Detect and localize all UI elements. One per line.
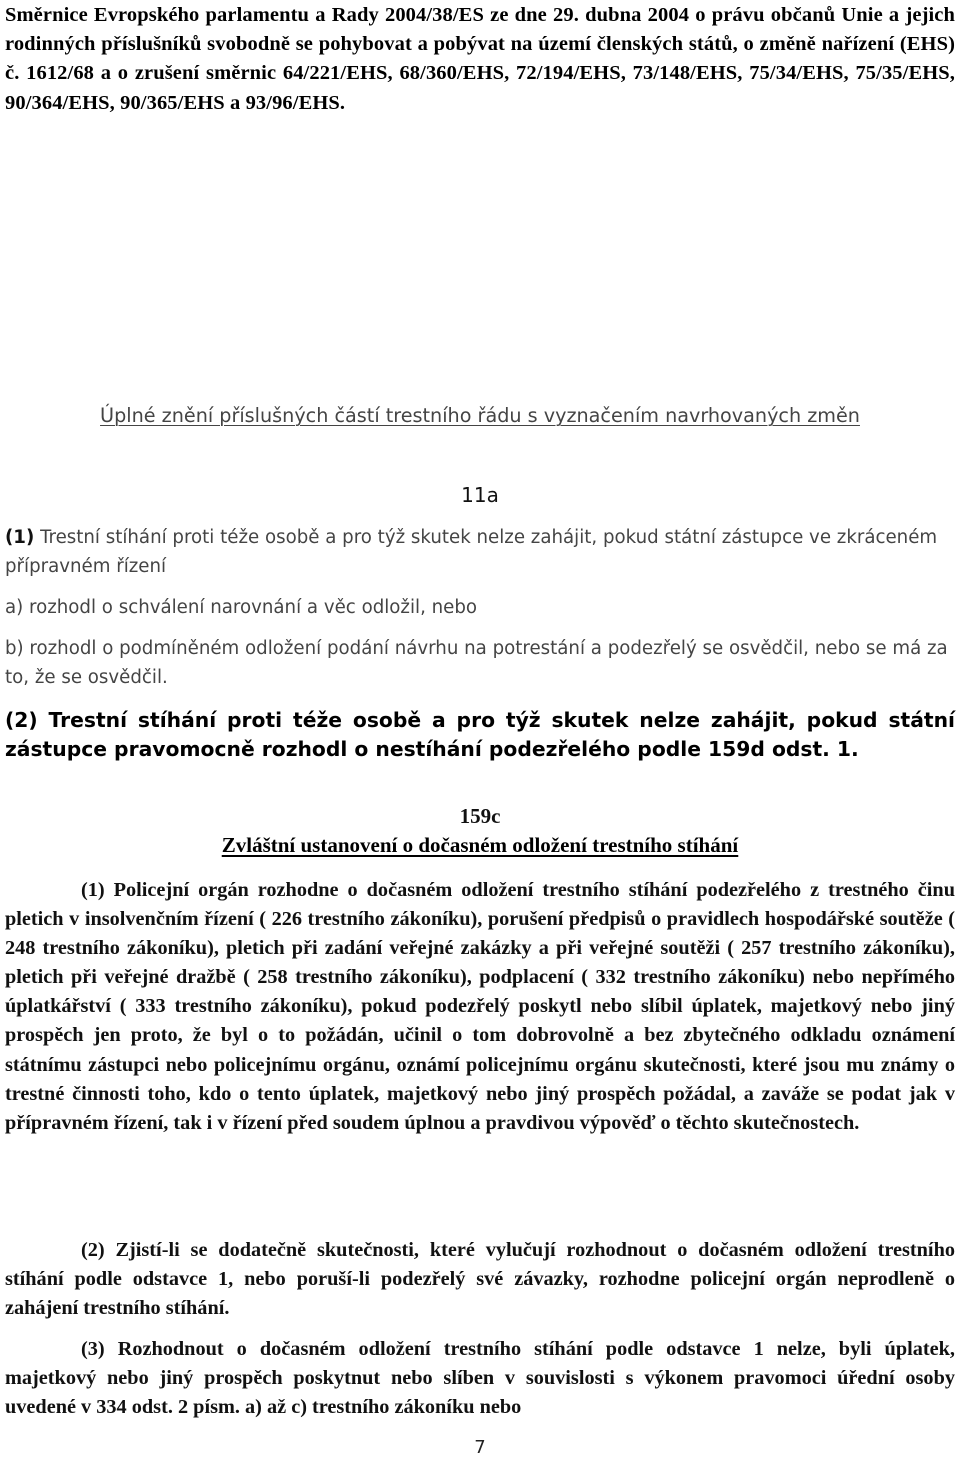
section-159c-paragraph-1: (1) Policejní orgán rozhodne o dočasném odložení trestního stíhání podezřelého z trestného činu pletich v insolvenčním řízení ( 226 trestního zákoníku), porušení předpisů o pravidlech hospodářské soutěže ( 248 trestního zákoníku), pletich při zadání veřejné zakázky a při veřejné soutěži ( 257 trestního zákoníku), pletich při veřejné dražbě ( 258 trestního zákoníku), podplacení ( 332 trestního zákoníku) nebo nepřímého úplatkářství ( 333 trestního zákoníku), pokud podezřelý poskytl nebo slíbil úplatek, majetkový nebo jiný prospěch jen proto, že byl o to požádán, učinil o tom dobrovolně a bez zbytečného odkladu oznámení státnímu zástupci nebo policejnímu orgánu, oznámí policejnímu orgánu skutečnosti, které jsou mu známy o trestné činnosti toho, kdo o tento úplatek, majetkový nebo jiný prospěch požádal, a zaváže se podat jak v přípravném řízení, tak i v řízení před soudem úplnou a pravdivou výpověď o těchto skutečnostech. <box>5 879 955 1134</box>
paragraph-text: Trestní stíhání proti téže osobě a pro týž skutek nelze zahájit, pokud státní zástupce ve zkráceném přípravném řízení <box>5 527 938 577</box>
section-159c-paragraph-3: (3) Rozhodnout o dočasném odložení trestního stíhání podle odstavce 1 nelze, byli úplatek, majetkový nebo jiný prospěch poskytnut nebo slíben v souvislosti s výkonem pravomoci úřední osoby uvedené v 334 odst. 2 písm. a) až c) trestního zákoníku nebo <box>5 1338 955 1419</box>
section-11a-paragraph-2: (2) Trestní stíhání proti téže osobě a pro týž skutek nelze zahájit, pokud státní zástupce pravomocně rozhodl o nestíhání podezřelého podle 159d odst. 1. <box>5 708 955 761</box>
intro-paragraph: Směrnice Evropského parlamentu a Rady 2004/38/ES ze dne 29. dubna 2004 o právu občanů Unie a jejich rodinných příslušníků svobodně se pohybovat a pobývat na území členských států, o změně nařízení (EHS) č. 1612/68 a o zrušení směrnic 64/221/EHS, 68/360/EHS, 72/194/EHS, 73/148/EHS, 75/34/EHS, 75/35/EHS, 90/364/EHS, 90/365/EHS a 93/96/EHS. <box>5 4 955 114</box>
page-number: 7 <box>474 1437 486 1458</box>
section-159c-title: Zvláštní ustanovení o dočasném odložení trestního stíhání <box>221 833 739 857</box>
section-159c-number: 159c <box>459 804 501 828</box>
section-11a-item-b: b) rozhodl o podmíněném odložení podání návrhu na potrestání a podezřelý se osvědčil, nebo se má za to, že se osvědčil. <box>5 638 948 688</box>
paragraph-number: (1) <box>5 527 35 548</box>
page-heading: Úplné znění příslušných částí trestního řádu s vyznačením navrhovaných změn <box>100 404 860 427</box>
section-159c-paragraph-2: (2) Zjistí-li se dodatečně skutečnosti, které vylučují rozhodnout o dočasném odložení trestního stíhání podle odstavce 1, nebo poruší-li podezřelý své závazky, rozhodne policejní orgán neprodleně o zahájení trestního stíhání. <box>5 1239 955 1320</box>
section-11a-item-a: a) rozhodl o schválení narovnání a věc odložil, nebo <box>5 597 478 618</box>
section-11a-paragraph-1 <box>5 524 955 581</box>
section-11a-number: 11a <box>461 483 499 507</box>
